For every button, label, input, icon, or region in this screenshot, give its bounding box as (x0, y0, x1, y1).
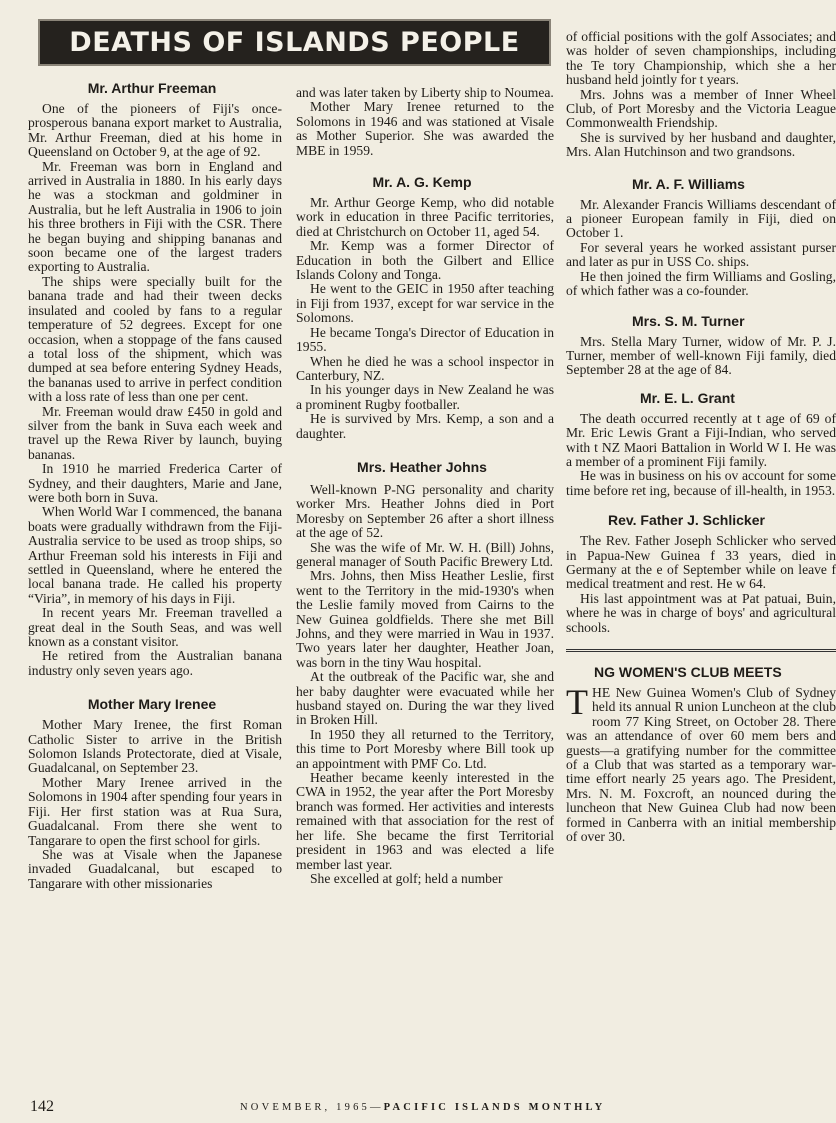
paragraph: Mr. Arthur George Kemp, who did notable work in education in three Pacific territories, died at Christchurch on October 11, aged 54. (296, 195, 554, 239)
heading-kemp: Mr. A. G. Kemp (372, 174, 472, 191)
column-3 (566, 29, 836, 845)
paragraph: He became Tonga's Director of Education in 1955. (296, 324, 554, 355)
heading-ng-womens-club: NG WOMEN'S CLUB MEETS (594, 664, 782, 680)
section-title: DEATHS OF ISLANDS PEOPLE (69, 27, 520, 58)
paragraph: Mrs. Stella Mary Turner, widow of Mr. P. J. Turner, member of well-known Fiji family, died September 28 at the age of 84. (566, 333, 836, 378)
paragraph: His last appointment was at Pat patuai, Buin, where he was in charge of boys' and agricultural schools. (566, 590, 836, 635)
heading-johns: Mrs. Heather Johns (357, 458, 487, 475)
heading-freeman: Mr. Arthur Freeman (87, 80, 217, 96)
paragraph: and was later taken by Liberty ship to Noumea. (296, 85, 554, 100)
paragraph: In recent years Mr. Freeman travelled a great deal in the South Seas, and was well known as a constant visitor. (28, 605, 282, 650)
paragraph: Mother Mary Irenee, the first Roman Catholic Sister to arrive in the British Solomon Islands Protectorate, died at Visale, Guadalcanal, on September 23. (28, 717, 282, 776)
paragraph: She was the wife of Mr. W. H. (Bill) Johns, general manager of South Pacific Brewery Ltd. (296, 539, 554, 569)
paragraph: of official positions with the golf Associates; and was holder of seven championships, including the Te tory Championship, which she a her husband held jointly for t years. (566, 29, 836, 88)
paragraph: Heather became keenly interested in the CWA in 1952, the year after the Port Moresby branch was formed. Her activities and interests remained with that association for the rest of her life. She became the first Territorial president in 1963 and was elected a life member last year. (296, 770, 554, 872)
paragraph: When he died he was a school inspector in Canterbury, NZ. (296, 353, 554, 383)
paragraph: For several years he worked assistant purser and later as pur in USS Co. ships. (566, 239, 836, 270)
paragraph: She was at Visale when the Japanese invaded Guadalcanal, but escaped to Tangarare with other missionaries (28, 846, 282, 891)
paragraph: He then joined the firm Williams and Gosling, of which father was a co-founder. (566, 268, 836, 299)
paragraph: The Rev. Father Joseph Schlicker who served in Papua-New Guinea f 33 years, died in Germany at the e of September while on leave f medical treatment and rest. He w 64. (566, 533, 836, 592)
paragraph: Mr. Kemp was a former Director of Education in both the Gilbert and Ellice Islands Colony and Tonga. (296, 238, 554, 283)
paragraph: In 1910 he married Frederica Carter of Sydney, and their daughters, Marie and Jane, were both born in Suva. (28, 461, 282, 505)
heading-grant: Mr. E. L. Grant (640, 389, 735, 406)
paragraph: He was in business on his ov account for some time before ret ing, because of ill-health, in 1953. (566, 468, 836, 498)
paragraph: Mother Mary Irenee returned to the Solomons in 1946 and was stationed at Visale as Mother Superior. She was awarded the MBE in 1959. (296, 99, 554, 158)
paragraph: Mrs. Johns, then Miss Heather Leslie, first went to the Territory in the mid-1930's when the Leslie family moved from Cairns to the New Guinea goldfields. There she met Bill Johns, and they were married in Wau in 1937. Two years later her daughter, Heather Joan, was born in the tiny Wau hospital. (296, 568, 554, 670)
magazine-name: PACIFIC ISLANDS MONTHLY (383, 1102, 606, 1113)
column-1 (28, 80, 282, 891)
paragraph: He is survived by Mrs. Kemp, a son and a daughter. (296, 411, 554, 441)
heading-turner: Mrs. S. M. Turner (632, 312, 745, 329)
paragraph: The death occurred recently at t age of 69 of Mr. Eric Lewis Grant a Fiji-Indian, who served with t NZ Maori Battalion in World W I. He was a member of a prominent Fiji family. (566, 410, 836, 469)
heading-williams: Mr. A. F. Williams (632, 175, 745, 192)
paragraph: He retired from the Australian banana industry only seven years ago. (28, 648, 282, 678)
issue-line (240, 1102, 605, 1113)
issue-date: NOVEMBER, 1965— (240, 1102, 384, 1113)
paragraph-text: HE New Guinea Women's Club of Sydney held its annual R union Luncheon at the club room 77 King Street, on October 28. There was an attendance of over 60 mem bers and guests—a gratifying number for the committee of a Club that was started as a temporary war-time effort nearly 25 years ago. The President, Mrs. N. M. Foxcroft, an nounced during the luncheon that New Guinea Club had now been formed in Canberra with an initial membership of over 30. (566, 685, 836, 845)
page-number: 142 (30, 1098, 54, 1115)
paragraph: Mr. Freeman was born in England and arrived in Australia in 1880. In his early days he was a stockman and goldminer in Australia, but he left Australia in 1906 to join his three brothers in Fiji with the CSR. There he began buying and shipping bananas and soon became one of the largest traders exporting to Australia. (28, 158, 282, 275)
drop-cap: T (566, 682, 588, 722)
paragraph: At the outbreak of the Pacific war, she and her baby daughter were evacuated while her husband stayed on. During the war they lived in Broken Hill. (296, 669, 554, 728)
paragraph (566, 682, 836, 845)
paragraph: In his younger days in New Zealand he was a prominent Rugby footballer. (296, 382, 554, 412)
paragraph: Mrs. Johns was a member of Inner Wheel Club, of Port Moresby and the Victoria League Commonwealth Friendship. (566, 86, 836, 131)
paragraph: Mr. Freeman would draw £450 in gold and silver from the bank in Suva each week and travel up the Rewa River by launch, buying bananas. (28, 403, 282, 462)
paragraph: The ships were specially built for the banana trade and had their tween decks insulated and cooled by fans to a regular temperature of 52 degrees. Except for one occasion, when a stoppage of the fans caused a total loss of the shipment, which was dumped at sea before entering Sydney Heads, the bananas used to arrive in perfect condition with a loss rate of less than one per cent. (28, 273, 282, 405)
paragraph: Mr. Alexander Francis Williams descendant of a pioneer European family in Fiji, died on October 1. (566, 196, 836, 241)
section-banner (38, 19, 551, 66)
paragraph: He went to the GEIC in 1950 after teaching in Fiji from 1937, except for war service in the Solomons. (296, 281, 554, 326)
heading-irenee: Mother Mary Irenee (87, 696, 217, 713)
page-footer (0, 1098, 801, 1118)
paragraph: She is survived by her husband and daughter, Mrs. Alan Hutchinson and two grandsons. (566, 129, 836, 160)
paragraph: In 1950 they all returned to the Territory, this time to Port Moresby where Bill took up an appointment with PMF Co. Ltd. (296, 726, 554, 771)
heading-schlicker: Rev. Father J. Schlicker (608, 512, 765, 529)
paragraph: One of the pioneers of Fiji's once-prosperous banana export market to Australia, Mr. Arthur Freeman, died at his home in Queensland on October 9, at the age of 92. (28, 101, 282, 160)
paragraph: Well-known P-NG personality and charity worker Mrs. Heather Johns died in Port Moresby on September 26 after a short illness at the age of 52. (296, 481, 554, 541)
column-2 (296, 86, 554, 886)
paragraph: She excelled at golf; held a number (310, 870, 503, 886)
paragraph: Mother Mary Irenee arrived in the Solomons in 1904 after spending four years in Fiji. Her first station was at Rua Sura, Guadalcanal. From there she went to Tangarare to open the first school for girls. (28, 774, 282, 848)
section-divider (566, 649, 836, 652)
paragraph: When World War I commenced, the banana boats were gradually withdrawn from the Fiji-Australia service to be used as troop ships, so Arthur Freeman sold his interests in Fiji and settled in Queensland, where he entered the local banana trade. He called his property “Viria”, in memory of his days in Fiji. (28, 504, 282, 606)
